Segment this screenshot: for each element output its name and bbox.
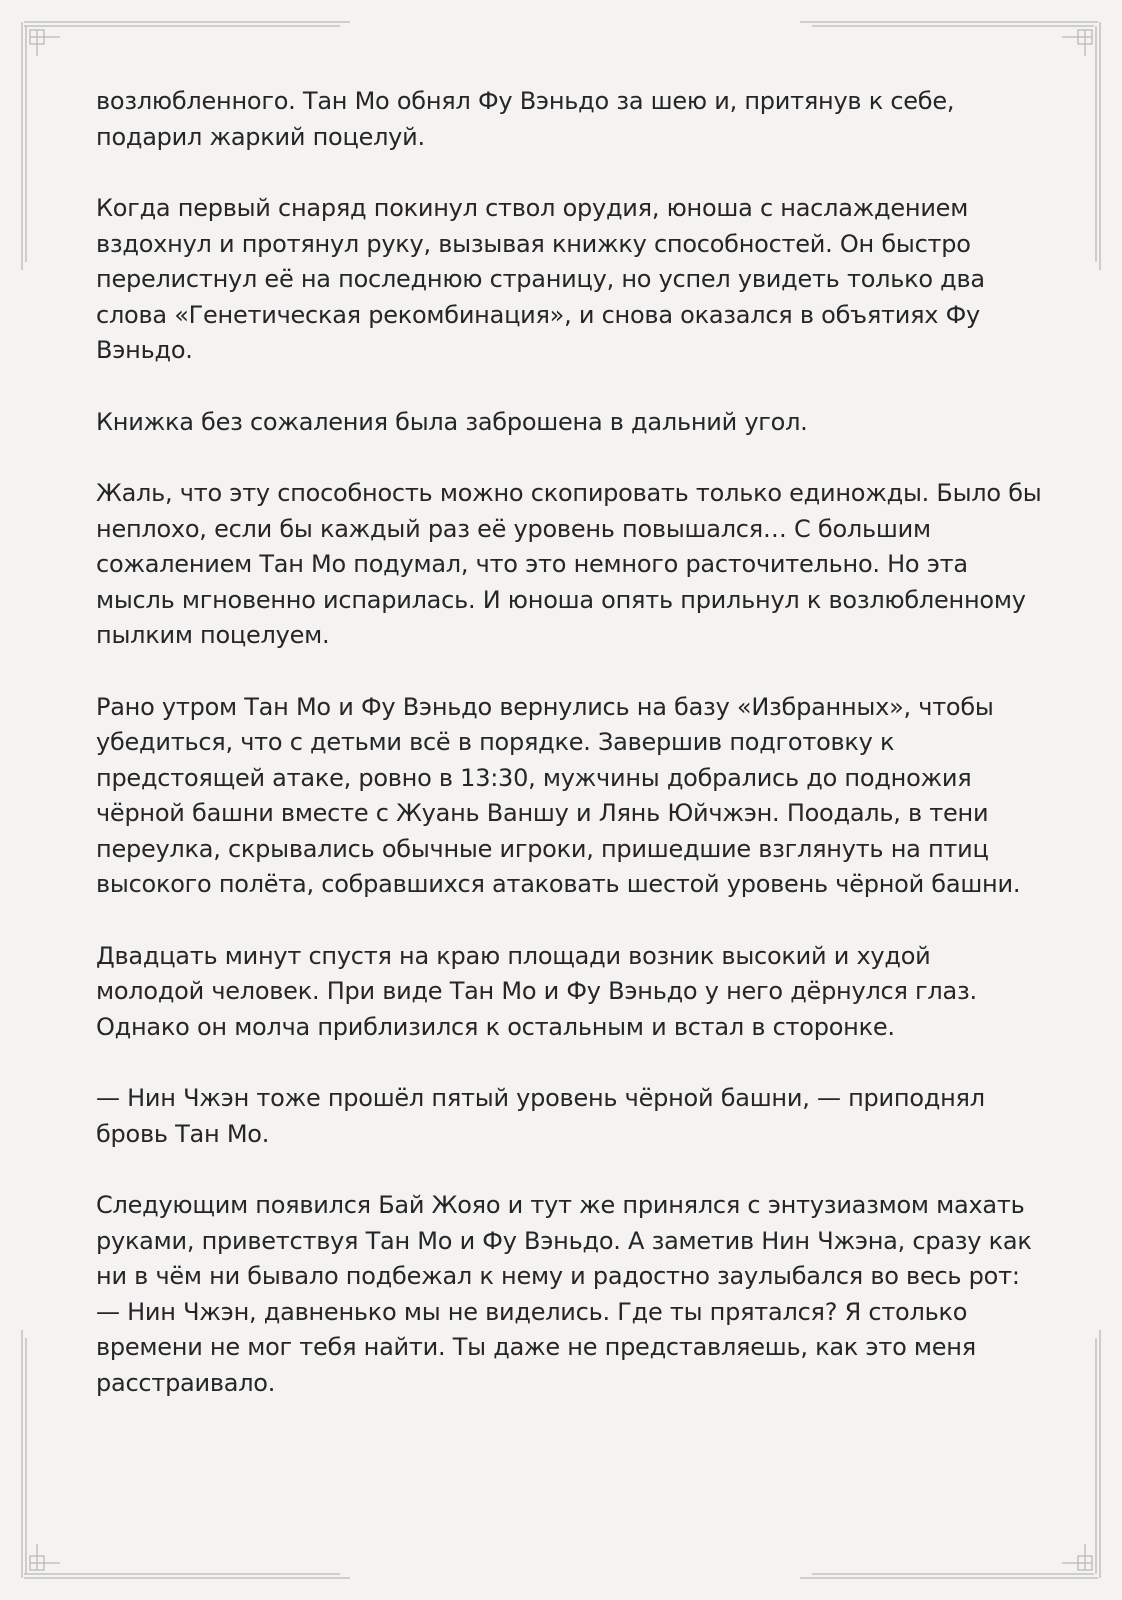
text-line: неплохо, если бы каждый раз её уровень повышался… С большим — [96, 514, 931, 543]
text-line: Однако он молча приблизился к остальным и встал в сторонке. — [96, 1012, 895, 1041]
paragraph — [96, 1081, 1041, 1152]
text-line: убедиться, что с детьми всё в порядке. Завершив подготовку к — [96, 728, 895, 756]
text-line: чёрной башни вместе с Жуань Ваншу и Лянь Юйчжэн. Поодаль, в тени — [96, 799, 989, 827]
text-line: времени не мог тебя найти. Ты даже не представляешь, как это меня — [96, 1333, 976, 1361]
paragraph — [96, 191, 1041, 369]
text-line: — Нин Чжэн, давненько мы не виделись. Где ты прятался? Я столько — [96, 1297, 968, 1326]
text-line: мысль мгновенно испарилась. И юноша опять прильнул к возлюбленному — [96, 585, 1026, 614]
text-line: Вэньдо. — [96, 336, 193, 364]
text-line: подарил жаркий поцелуй. — [96, 122, 425, 151]
text-line: слова «Генетическая рекомбинация», и снова оказался в объятиях Фу — [96, 300, 980, 329]
text-line: пылким поцелуем. — [96, 621, 330, 649]
text-line: перелистнул её на последнюю страницу, но успел увидеть только два — [96, 265, 985, 293]
paragraph — [96, 690, 1041, 903]
paragraph — [96, 476, 1041, 654]
text-line: Рано утром Тан Мо и Фу Вэньдо вернулись на базу «Избранных», чтобы — [96, 692, 994, 721]
text-line: Жаль, что эту способность можно скопировать только единожды. Было бы — [96, 479, 1042, 507]
text-line: Следующим появился Бай Жояо и тут же принялся с энтузиазмом махать — [96, 1191, 1025, 1219]
text-line: руками, приветствуя Тан Мо и Фу Вэньдо. А заметив Нин Чжэна, сразу как — [96, 1226, 1032, 1255]
text-line: высокого полёта, собравшихся атаковать шестой уровень чёрной башни. — [96, 870, 1021, 898]
text-line: возлюбленного. Тан Мо обнял Фу Вэньдо за шею и, притянув к себе, — [96, 87, 955, 115]
text-line: бровь Тан Мо. — [96, 1119, 270, 1148]
text-line: ни в чём ни бывало подбежал к нему и радостно заулыбался во весь рот: — [96, 1262, 1020, 1290]
paragraph — [96, 84, 1041, 155]
text-line: Книжка без сожаления была заброшена в дальний угол. — [96, 407, 808, 436]
document-body — [96, 84, 1041, 1401]
text-line: Двадцать минут спустя на краю площади возник высокий и худой — [96, 941, 931, 970]
text-line: Когда первый снаряд покинул ствол орудия, юноша с наслаждением — [96, 194, 969, 222]
paragraph — [96, 1188, 1041, 1401]
text-line: переулка, скрывались обычные игроки, пришедшие взглянуть на птиц — [96, 834, 989, 863]
text-line: молодой человек. При виде Тан Мо и Фу Вэньдо у него дёрнулся глаз. — [96, 977, 977, 1005]
text-line: расстраивало. — [96, 1368, 276, 1397]
paragraph — [96, 405, 1041, 441]
text-line: предстоящей атаке, ровно в 13:30, мужчины добрались до подножия — [96, 763, 972, 792]
text-line: сожалением Тан Мо подумал, что это немного расточительно. Но эта — [96, 550, 968, 578]
text-line: вздохнул и протянул руку, вызывая книжку способностей. Он быстро — [96, 229, 971, 258]
paragraph — [96, 939, 1041, 1046]
text-line: — Нин Чжэн тоже прошёл пятый уровень чёрной башни, — приподнял — [96, 1084, 985, 1112]
